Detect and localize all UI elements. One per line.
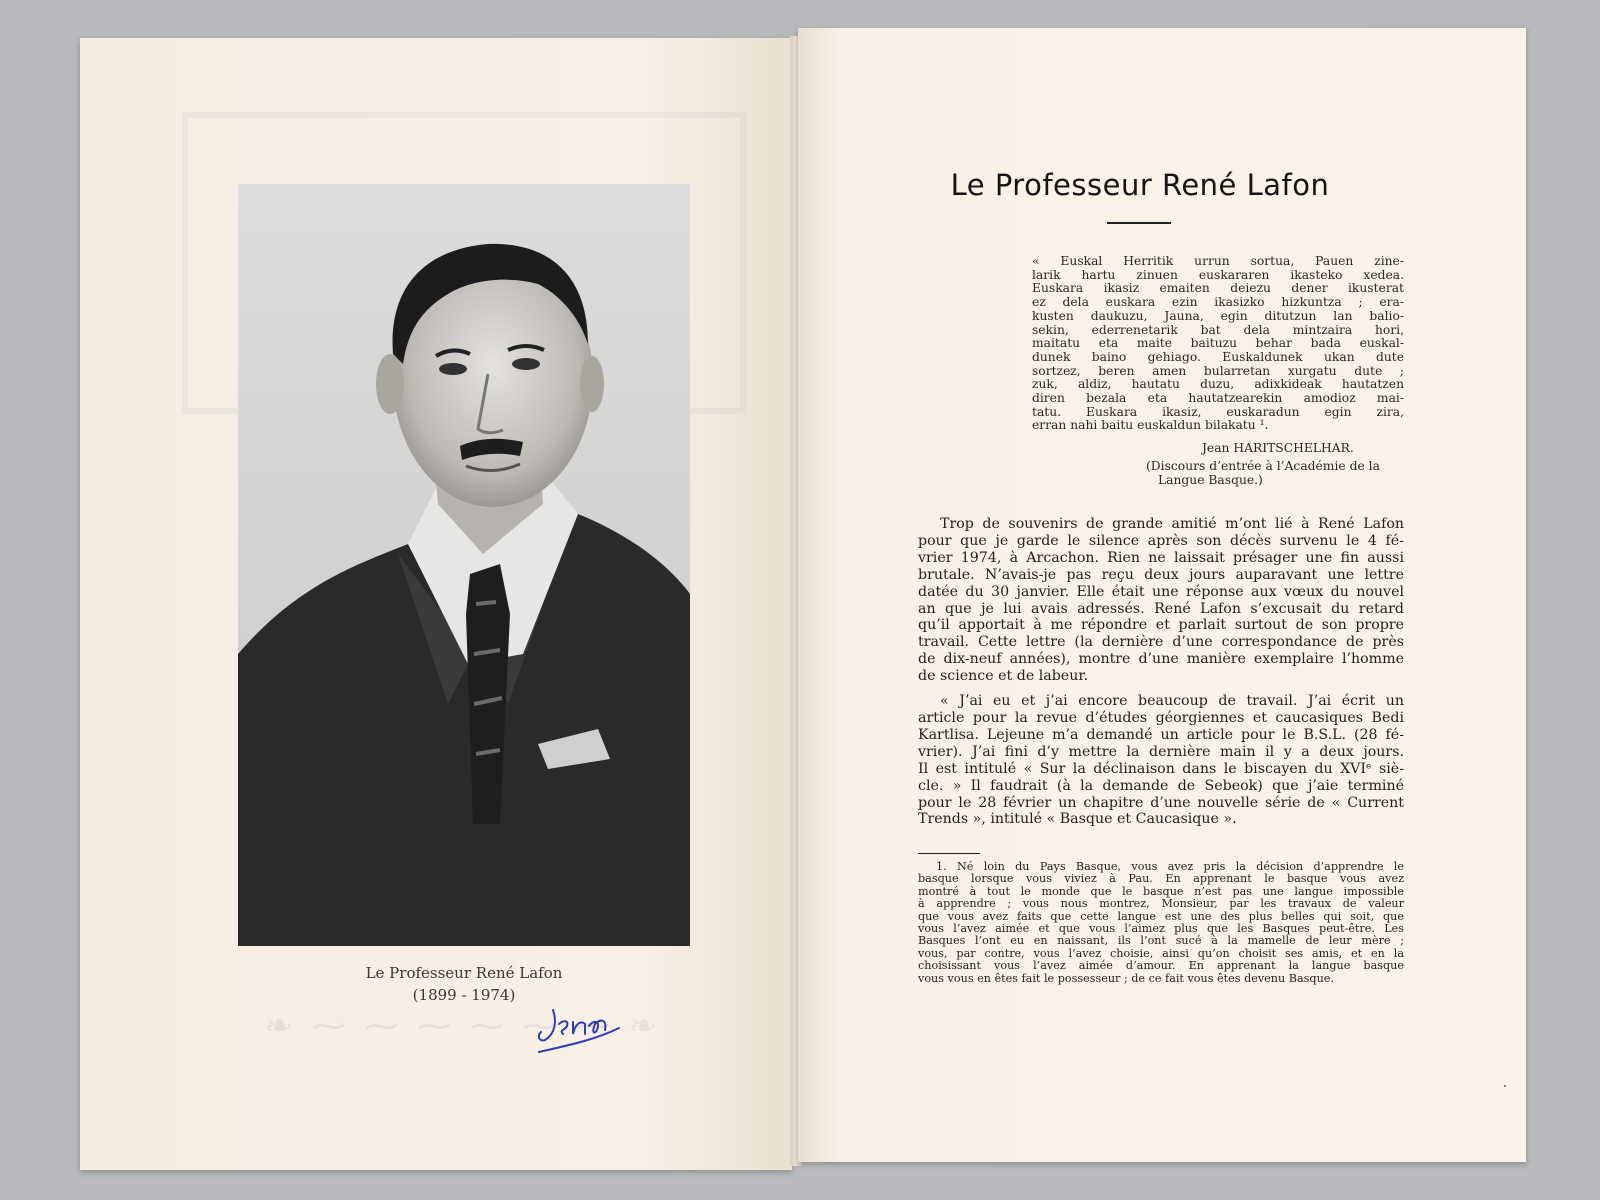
footnote-line: Basques l’ont eu en naissant, ils l’ont sucé à la mamelle de leur mère ; xyxy=(918,934,1404,948)
body-line: Trends », intitulé « Basque et Caucasique ». xyxy=(918,811,1237,828)
footnote-line: choisissant vous l’avez aimée d’amour. En apprenant la langue basque xyxy=(918,959,1404,973)
title-rule xyxy=(1107,222,1171,224)
epigraph-source-line: (Discours d’entrée à l’Académie de la xyxy=(1146,459,1380,473)
body-line: datée du 30 janvier. Elle était une réponse aux vœux du nouvel xyxy=(918,583,1404,600)
footnote-line: que vous avez faits que cette langue est une des plus belles qui soit, que xyxy=(918,909,1404,923)
paragraph-1 xyxy=(918,516,1404,685)
epigraph-line: dunek baino gehiago. Euskaldunek ukan dute xyxy=(1032,349,1404,364)
body-line: qu’il apportait à me répondre et parlait surtout de son propre xyxy=(918,617,1404,634)
caption-dates: (1899 - 1974) xyxy=(412,986,516,1004)
body-line: cle. » Il faudrait (à la demande de Sebeok) que j’aie terminé xyxy=(918,777,1404,794)
epigraph-source-line: Langue Basque.) xyxy=(1158,473,1263,487)
epigraph-line: sekin, ederrenetarik bat dela mintzaira hori, xyxy=(1032,322,1404,337)
body-line: Il est intitulé « Sur la déclinaison dans le biscayen du XVIᵉ siè- xyxy=(918,760,1404,777)
body-line: « J’ai eu et j’ai encore beaucoup de travail. J’ai écrit un xyxy=(940,693,1404,710)
body-line: vrier). J’ai fini d’y mettre la dernière main il y a deux jours. xyxy=(918,743,1404,760)
epigraph xyxy=(1032,255,1404,433)
footnote-line: montré à tout le monde que le basque n’est pas une langue impossible xyxy=(918,884,1404,898)
body-line: travail. Cette lettre (la dernière d’une correspondance de près xyxy=(918,634,1404,651)
footnote-line: vous vous en êtes fait le possesseur ; de ce fait vous êtes devenu Basque. xyxy=(918,971,1334,985)
body-line: Kartlisa. Lejeune m’a demandé un article pour le B.S.L. (28 fé- xyxy=(918,726,1404,743)
page-title: Le Professeur René Lafon xyxy=(950,168,1330,202)
footnote-line: à apprendre ; vous nous montrez, Monsieur, par les travaux de valeur xyxy=(918,897,1404,911)
body-line: article pour la revue d’études géorgiennes et caucasiques Bedi xyxy=(918,709,1404,726)
paper-speck xyxy=(1504,1085,1506,1087)
body-line: an que je lui avais adressés. René Lafon s’excusait du retard xyxy=(918,600,1404,617)
epigraph-line: tatu. Euskara ikasiz, euskaradun egin zira, xyxy=(1032,404,1404,419)
epigraph-source xyxy=(1146,459,1406,487)
footnote-line: vous l’avez aimée et que vous l’aimez plus que les Basques peut-être. Les xyxy=(918,922,1404,936)
epigraph-line: diren bezala eta hautatzearekin amodioz mai- xyxy=(1032,391,1404,406)
caption-name: Le Professeur René Lafon xyxy=(365,964,563,982)
footnote-line: basque lorsque vous viviez à Pau. En apprenant le basque vous avez xyxy=(918,872,1404,886)
body-line: de dix-neuf années), montre d’une manière exemplaire l’homme xyxy=(918,651,1404,668)
body-line: Trop de souvenirs de grande amitié m’ont lié à René Lafon xyxy=(940,516,1404,532)
body-line: de science et de labeur. xyxy=(918,668,1089,685)
epigraph-author: Jean HARITSCHELHAR. xyxy=(1202,441,1354,455)
epigraph-line: larik hartu zinuen euskararen ikasteko xedea. xyxy=(1032,267,1404,282)
body-line: brutale. N’avais-je pas reçu deux jours auparavant une lettre xyxy=(918,566,1404,583)
epigraph-line: ez dela euskara ezin ikasizko hizkuntza ; era- xyxy=(1032,295,1404,310)
epigraph-line: zuk, aldiz, hautatu duzu, adixkideak hautatzen xyxy=(1032,377,1404,392)
epigraph-line: maitatu eta maite baituzu behar bada euskal- xyxy=(1032,336,1404,351)
show-through-ornament: ❧ ⁓ ⁓ ⁓ ⁓ ⁓ ⁓ ❧ xyxy=(264,1006,661,1046)
handwritten-signature xyxy=(535,1000,625,1060)
epigraph-line: kusten daukuzu, Jauna, egin ditutzun lan balio- xyxy=(1032,308,1404,323)
body-line: vrier 1974, à Arcachon. Rien ne laissait présager une fin aussi xyxy=(918,549,1404,566)
footnote-rule xyxy=(918,853,980,854)
footnote-line: 1. Né loin du Pays Basque, vous avez pris la décision d’apprendre le xyxy=(936,860,1404,873)
body-text xyxy=(918,516,1404,828)
epigraph-line: « Euskal Herritik urrun sortua, Pauen zine- xyxy=(1032,254,1404,268)
portrait-photo xyxy=(238,184,690,946)
body-line: pour que je garde le silence après son décès survenu le 4 fé- xyxy=(918,532,1404,549)
body-line: pour le 28 février un chapitre d’une nouvelle série de « Current xyxy=(918,794,1404,811)
footnote xyxy=(918,861,1404,985)
epigraph-line: erran nahi baitu euskaldun bilakatu ¹. xyxy=(1032,418,1269,433)
paragraph-2 xyxy=(918,693,1404,828)
epigraph-line: Euskara ikasiz emaiten deiezu dener ikusterat xyxy=(1032,281,1404,296)
footnote-line: vous, par contre, vous l’avez choisie, ainsi qu’on choisit ses amis, et en la xyxy=(918,946,1404,960)
epigraph-line: sortzez, beren amen bularretan xurgatu dute ; xyxy=(1032,363,1404,378)
